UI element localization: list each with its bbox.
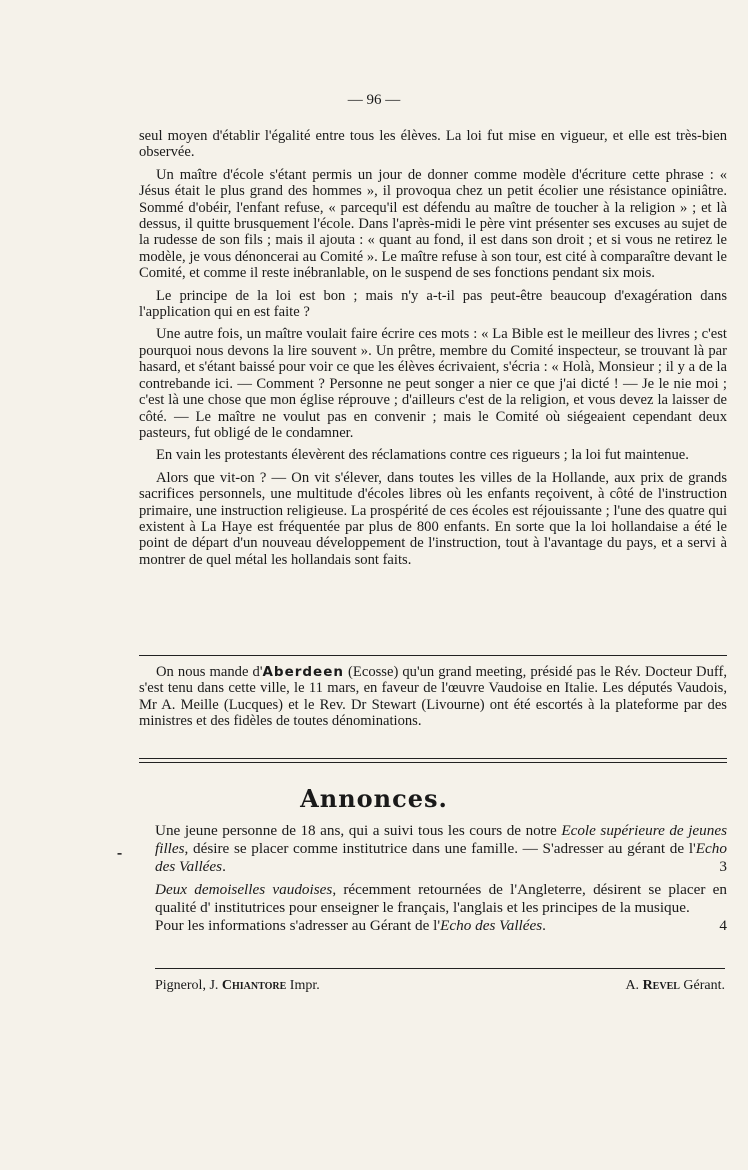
- ad1-number: 3: [719, 858, 727, 876]
- notice-after: (Ecosse) qu'un grand meeting, présidé pas le Rév. Docteur Duff, s'est tenu dans cette ville, le 11 mars, en faveur de l'œuvre Vaudoise en Italie. Les députés Vaudois, Mr A. Meille (Lucques) et le Rev. Dr Stewart (Livourne) ont été escortés à la plateforme par des ministres et des fidèles de toutes dénominations.: [139, 664, 727, 730]
- announcements: [155, 822, 727, 939]
- ad2-line2-end: .: [542, 917, 546, 935]
- manager-imprint: [625, 978, 725, 994]
- ad1-italic2: Echo des Vallées: [155, 840, 727, 876]
- manager-prefix: A.: [625, 978, 643, 993]
- printer-name: Chiantore: [221, 978, 287, 993]
- annonces-heading: Annonces.: [300, 784, 448, 813]
- ad2-number: 4: [719, 917, 727, 935]
- notice-paragraph: [139, 664, 727, 730]
- manager-suffix: Gérant.: [679, 978, 725, 993]
- footer-rule: [155, 968, 725, 969]
- article-body: [139, 128, 727, 574]
- notice-before: On nous mande d': [156, 664, 263, 680]
- announcement-1: [155, 822, 727, 877]
- ad1-italic: Ecole supérieure de jeunes filles: [155, 822, 727, 858]
- paragraph: Une autre fois, un maître voulait faire écrire ces mots : « La Bible est le meilleur des livres ; c'est pourquoi nous devons la lire souvent ». Un prêtre, membre du Comité inspecteur, se trouvant là par hasard, et s'étant baissé pour voir ce que les élèves écrivaient, s'écria : « Holà, Monsieur ; il y a de la contrebande ici. — Comment ? Personne ne peut songer a nier ce que j'ai dicté ! — Je le nie moi ; c'est là une chose que mon église réprouve ; d'ailleurs c'est de la religion, et vous devez la laisser de côté. — Le maître ne voulut pas en convenir ; mais le Comité où siégeaient cependant deux pasteurs, fut obligé de le condamner.: [139, 326, 727, 441]
- manager-name: Revel: [642, 978, 680, 993]
- section-divider: [139, 655, 727, 656]
- paragraph: Un maître d'école s'étant permis un jour de donner comme modèle d'écriture cette phrase : « Jésus était le plus grand des hommes », il provoqua chez un petit écolier une résistance opiniâtre. Sommé d'obéir, l'enfant refuse, « parcequ'il est défendu au maître de toucher à la religion » ; et là dessus, il quitte brusquement l'école. Dans l'après-midi le père vint présenter ses excuses au sujet de la rudesse de son fils ; mais il ajouta : « quant au fond, il est dans son droit ; et si vous ne retirez le modèle, je vous dénoncerai au Comité ». Le maître refuse à son tour, est cité à comparaître devant le Comité, et comme il reste inébranlable, on le suspend de ses fonctions pendant six mois.: [139, 166, 727, 282]
- paragraph: En vain les protestants élevèrent des réclamations contre ces rigueurs ; la loi fut maintenue.: [156, 447, 689, 464]
- ad2-italic: Deux demoiselles vaudoises: [155, 880, 333, 898]
- printer-prefix: Pignerol, J.: [155, 978, 222, 993]
- page-number: — 96 —: [347, 92, 401, 108]
- double-divider: [139, 758, 727, 763]
- ad1-start: Une jeune personne de 18 ans, qui a suivi tous les cours de notre: [155, 822, 562, 839]
- ad2-rest: , récemment retournées de l'Angleterre, désirent se placer en qualité d' institutrices pour enseigner le français, l'anglais et les principes de la musique.: [155, 880, 727, 916]
- notice-place: Aberdeen: [262, 664, 344, 680]
- ad2-line2-start: Pour les informations s'adresser au Gérant de l': [155, 917, 441, 935]
- aberdeen-notice: [139, 664, 727, 730]
- printer-imprint: [155, 978, 320, 993]
- ad1-end: .: [222, 858, 226, 876]
- paragraph: Alors que vit-on ? — On vit s'élever, dans toutes les villes de la Hollande, aux prix de grands sacrifices personnels, une multitude d'écoles libres où les enfants reçoivent, à côté de l'instruction primaire, une instruction religieuse. La prospérité de ces écoles est réjouissante ; l'une des quatre qui existent à La Haye est fréquentée par plus de 800 enfants. En sorte que la loi hollandaise a été le point de départ d'un nouveau développement de l'instruction, tout à l'avantage du pays, et a servi à montrer de quel métal les hollandais sont faits.: [139, 469, 727, 568]
- announcement-2: [155, 881, 727, 936]
- printer-suffix: Impr.: [286, 978, 320, 993]
- paragraph: seul moyen d'établir l'égalité entre tous les élèves. La loi fut mise en vigueur, et elle est très-bien observée.: [139, 128, 727, 161]
- paragraph: Le principe de la loi est bon ; mais n'y a-t-il pas peut-être beaucoup d'exagération dans l'application qui en est faite ?: [139, 287, 727, 321]
- imprint-footer: [155, 978, 725, 994]
- ad2-line2-italic: Echo des Vallées: [440, 917, 543, 935]
- margin-mark: ⁃: [116, 848, 123, 863]
- ad1-middle: , désire se placer comme institutrice dans une famille. — S'adresser au gérant de l': [184, 840, 696, 858]
